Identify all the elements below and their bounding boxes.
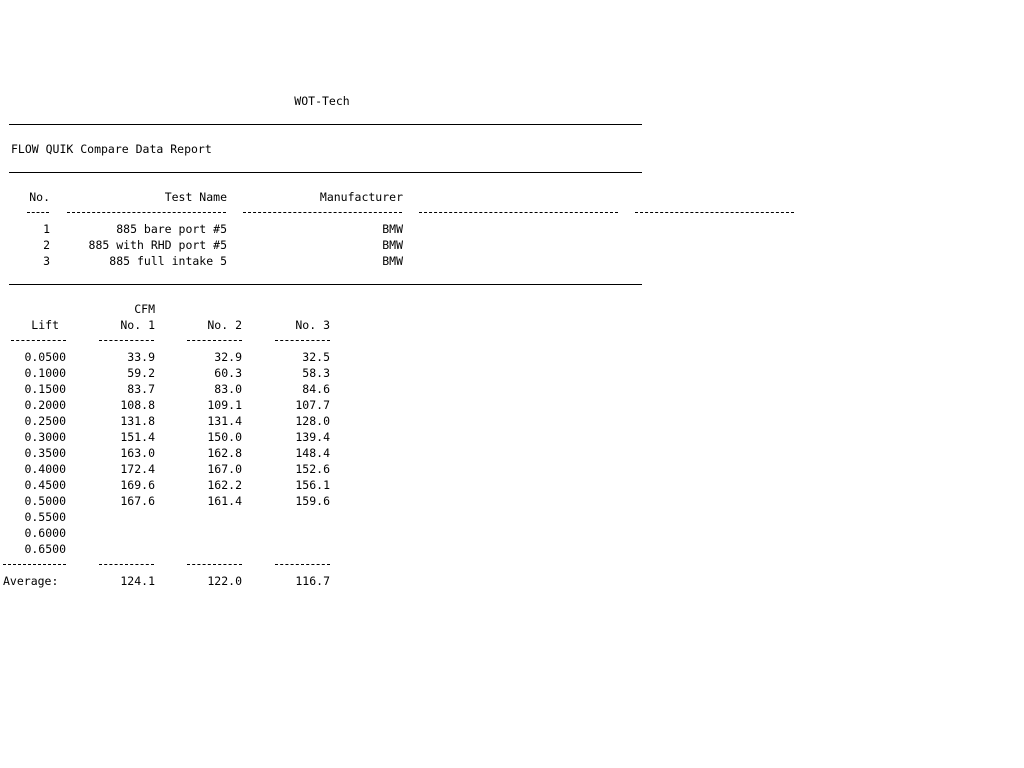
flow-row-lift: 0.3000 xyxy=(24,430,66,444)
tests-col-underline xyxy=(243,212,402,213)
tests-row-manufacturer: BMW xyxy=(382,222,403,236)
header-rule-top xyxy=(9,124,642,125)
flow-row-no2: 32.9 xyxy=(214,350,242,364)
flow-row-no1 xyxy=(100,525,155,541)
tests-col-underline xyxy=(27,212,49,213)
flow-row-lift: 0.6000 xyxy=(24,526,66,540)
tests-row-no: 2 xyxy=(43,238,50,252)
flow-average-no1: 124.1 xyxy=(120,574,155,588)
flow-average-underline xyxy=(187,564,242,565)
flow-row-no2 xyxy=(187,525,242,541)
flow-header-no1: No. 1 xyxy=(120,318,155,332)
flow-row-no3: 148.4 xyxy=(295,446,330,460)
flow-row-lift: 0.4000 xyxy=(24,462,66,476)
flow-row-no1: 131.8 xyxy=(120,414,155,428)
flow-row-no3: 84.6 xyxy=(302,382,330,396)
flow-row-no2: 60.3 xyxy=(214,366,242,380)
flow-row-no3: 159.6 xyxy=(295,494,330,508)
flow-row-lift: 0.2000 xyxy=(24,398,66,412)
flow-row-no1: 108.8 xyxy=(120,398,155,412)
flow-row-no3: 58.3 xyxy=(302,366,330,380)
flow-average-underline xyxy=(99,564,154,565)
tests-header-no: No. xyxy=(29,190,50,204)
flow-average-underline xyxy=(275,564,330,565)
flow-row-no2 xyxy=(187,541,242,557)
flow-average-underline xyxy=(3,564,66,565)
flow-row-no3: 152.6 xyxy=(295,462,330,476)
flow-header-no2: No. 2 xyxy=(207,318,242,332)
flow-row-no3 xyxy=(275,541,330,557)
tests-row-test-name: 885 full intake 5 xyxy=(109,254,227,268)
report-title: FLOW QUIK Compare Data Report xyxy=(11,142,212,156)
flow-row-lift: 0.2500 xyxy=(24,414,66,428)
flow-row-no1: 163.0 xyxy=(120,446,155,460)
tests-header-manufacturer: Manufacturer xyxy=(319,190,403,204)
flow-average-label: Average: xyxy=(3,574,59,588)
flow-col-underline xyxy=(11,340,66,341)
flow-row-lift: 0.5000 xyxy=(24,494,66,508)
flow-average-no3: 116.7 xyxy=(295,574,330,588)
flow-row-no1: 169.6 xyxy=(120,478,155,492)
flow-row-no1: 151.4 xyxy=(120,430,155,444)
flow-row-lift: 0.1000 xyxy=(24,366,66,380)
tests-col-underline xyxy=(419,212,618,213)
tests-row-manufacturer: BMW xyxy=(382,238,403,252)
flow-row-no2: 83.0 xyxy=(214,382,242,396)
tests-row-no: 1 xyxy=(43,222,50,236)
flow-row-no1: 167.6 xyxy=(120,494,155,508)
flow-row-lift: 0.3500 xyxy=(24,446,66,460)
flow-row-no2: 162.8 xyxy=(207,446,242,460)
flow-row-lift: 0.5500 xyxy=(24,510,66,524)
tests-row-test-name: 885 bare port #5 xyxy=(116,222,227,236)
flow-row-no1 xyxy=(100,541,155,557)
flow-average-no2: 122.0 xyxy=(207,574,242,588)
flow-row-no2: 150.0 xyxy=(207,430,242,444)
flow-row-no3: 139.4 xyxy=(295,430,330,444)
header-rule-bottom xyxy=(9,172,642,173)
flow-header-no3: No. 3 xyxy=(295,318,330,332)
flow-col-underline xyxy=(99,340,154,341)
flow-row-lift: 0.4500 xyxy=(24,478,66,492)
company-name: WOT-Tech xyxy=(294,94,350,108)
flow-header-lift: Lift xyxy=(31,318,59,332)
section-rule xyxy=(9,284,642,285)
flow-row-no1: 172.4 xyxy=(120,462,155,476)
flow-row-no3: 156.1 xyxy=(295,478,330,492)
flow-row-no2 xyxy=(187,509,242,525)
tests-col-underline xyxy=(67,212,226,213)
tests-col-underline xyxy=(635,212,794,213)
flow-col-underline xyxy=(187,340,242,341)
flow-row-no3 xyxy=(275,525,330,541)
flow-row-no2: 131.4 xyxy=(207,414,242,428)
flow-row-lift: 0.6500 xyxy=(24,542,66,556)
flow-row-lift: 0.0500 xyxy=(24,350,66,364)
flow-row-no2: 161.4 xyxy=(207,494,242,508)
flow-row-no1: 59.2 xyxy=(127,366,155,380)
flow-row-no3: 107.7 xyxy=(295,398,330,412)
flow-row-no2: 162.2 xyxy=(207,478,242,492)
flow-row-no1: 33.9 xyxy=(127,350,155,364)
tests-row-manufacturer: BMW xyxy=(382,254,403,268)
tests-row-test-name: 885 with RHD port #5 xyxy=(88,238,227,252)
flow-row-no3: 128.0 xyxy=(295,414,330,428)
flow-row-no2: 167.0 xyxy=(207,462,242,476)
flow-col-underline xyxy=(275,340,330,341)
flow-row-no2: 109.1 xyxy=(207,398,242,412)
tests-header-test-name: Test Name xyxy=(164,190,227,204)
flow-row-no1: 83.7 xyxy=(127,382,155,396)
flow-row-no3 xyxy=(275,509,330,525)
flow-group-header-cfm: CFM xyxy=(134,302,155,316)
flow-row-lift: 0.1500 xyxy=(24,382,66,396)
flow-row-no1 xyxy=(100,509,155,525)
tests-row-no: 3 xyxy=(43,254,50,268)
flow-row-no3: 32.5 xyxy=(302,350,330,364)
